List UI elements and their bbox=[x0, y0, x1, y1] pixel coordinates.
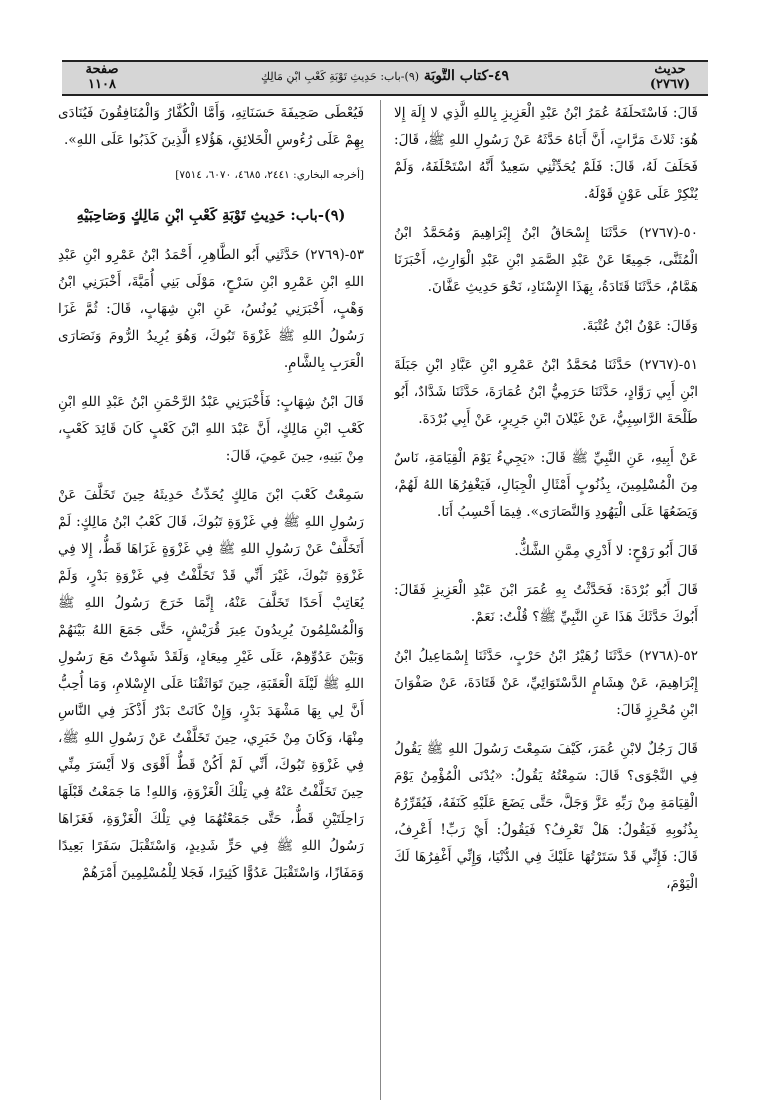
paragraph: قَالَ أَبُو بُرْدَةَ: فَحَدَّثْتُ بِهِ عُمَرَ ابْنَ عَبْدِ الْعَزِيزِ فَقَالَ: أَبُوكَ حَدَّثَكَ هَذَا عَنِ النَّبِيِّ ﷺ؟ قُلْتُ: نَعَمْ. bbox=[394, 582, 698, 625]
hadith-number-box bbox=[640, 62, 700, 92]
running-title bbox=[142, 68, 628, 84]
page-header bbox=[62, 60, 708, 96]
right-column bbox=[394, 100, 698, 1100]
paragraph: عَنْ أَبِيهِ، عَنِ النَّبِيِّ ﷺ قَالَ: «يَجِيءُ يَوْمَ الْقِيَامَةِ، نَاسٌ مِنَ الْمُسْلِمِينَ، بِذُنُوبٍ أَمْثَالِ الْجِبَالِ، فَيَغْفِرُهَا اللهُ لَهُمْ، وَيَضَعُهَا عَلَى الْيَهُودِ وَالنَّصَارَى». فِيمَا أَحْسِبُ أَنَا. bbox=[394, 450, 698, 520]
book-title: ٤٩-كتاب التَّوبَة bbox=[423, 68, 509, 84]
left-column bbox=[58, 100, 364, 1100]
paragraph: سَمِعْتُ كَعْبَ ابْنَ مَالِكٍ يُحَدِّثُ حَدِيثَهُ حِينَ تَخَلَّفَ عَنْ رَسُولِ اللهِ ﷺ فِي غَزْوَةِ تَبُوكَ، قَالَ كَعْبُ ابْنُ مَالِكٍ: لَمْ أَتَخَلَّفْ عَنْ رَسُولِ اللهِ ﷺ فِي غَزْوَةٍ غَزَاهَا قَطُّ، إِلا فِي غَزْوَةِ تَبُوكَ، غَيْرَ أَنِّي قَدْ تَخَلَّفْتُ فِي غَزْوَةِ بَدْرٍ، وَلَمْ يُعَاتِبْ أَحَدًا تَخَلَّفَ عَنْهُ، إِنَّمَا خَرَجَ رَسُولُ اللهِ ﷺ وَالْمُسْلِمُونَ يُرِيدُونَ عِيرَ قُرَيْشٍ، حَتَّى جَمَعَ اللهُ بَيْنَهُمْ وَبَيْنَ عَدُوِّهِمْ، عَلَى غَيْرِ مِيعَادٍ، وَلَقَدْ شَهِدْتُ مَعَ رَسُولِ اللهِ ﷺ لَيْلَةَ الْعَقَبَةِ، حِينَ تَوَاثَقْنَا عَلَى الإِسْلامِ، وَمَا أُحِبُّ أَنَّ لِي بِهَا مَشْهَدَ بَدْرٍ، وَإِنْ كَانَتْ بَدْرٌ أَذْكَرَ فِي النَّاسِ مِنْهَا، وَكَانَ مِنْ خَبَرِي، حِينَ تَخَلَّفْتُ عَنْ رَسُولِ اللهِ ﷺ، فِي غَزْوَةِ تَبُوكَ، أَنِّي لَمْ أَكُنْ قَطُّ أَقْوَى وَلا أَيْسَرَ مِنِّي حِينَ تَخَلَّفْتُ عَنْهُ فِي تِلْكَ الْغَزْوَةِ، وَاللهِ! مَا جَمَعْتُ قَبْلَهَا رَاحِلَتَيْنِ قَطُّ، حَتَّى جَمَعْتُهُمَا فِي تِلْكَ الْغَزْوَةِ، فَغَزَاهَا رَسُولُ اللهِ ﷺ فِي حَرٍّ شَدِيدٍ، وَاسْتَقْبَلَ سَفَرًا بَعِيدًا وَمَفَازًا، وَاسْتَقْبَلَ عَدُوًّا كَثِيرًا، فَجَلا لِلْمُسْلِمِينَ أَمْرَهُمْ bbox=[58, 487, 364, 881]
hadith-52: ٥٢-(٢٧٦٨) حَدَّثَنَا زُهَيْرُ ابْنُ حَرْبٍ، حَدَّثَنَا إِسْمَاعِيلُ ابْنُ إِبْرَاهِيمَ، عَنْ هِشَامٍ الدَّسْتَوَائِيِّ، عَنْ قَتَادَةَ، عَنْ صَفْوَانَ ابْنِ مُحْرِزٍ قَالَ: bbox=[394, 648, 698, 718]
column-divider bbox=[380, 100, 381, 1100]
page-label: صفحة bbox=[85, 62, 119, 77]
hadith-50: ٥٠-(٢٧٦٧) حَدَّثَنَا إِسْحَاقُ ابْنُ إِبْرَاهِيمَ وَمُحَمَّدُ ابْنُ الْمُثَنَّى، جَمِيعًا عَنْ عَبْدِ الصَّمَدِ ابْنِ عَبْدِ الْوَارِثِ، أَخْبَرَنَا هَمَّامٌ، حَدَّثَنَا قَتَادَةُ، بِهَذَا الإِسْنَادِ، نَحْوَ حَدِيثِ عَفَّانَ. bbox=[394, 225, 698, 295]
hadith-number: (٢٧٦٧) bbox=[649, 77, 691, 92]
paragraph: وَقَالَ: عَوْنُ ابْنُ عُتْبَةَ. bbox=[582, 318, 698, 334]
hadith-label: حديث bbox=[654, 62, 686, 77]
hadith-53: ٥٣-(٢٧٦٩) حَدَّثَنِي أَبُو الطَّاهِرِ، أَحْمَدُ ابْنُ عَمْرِو ابْنِ عَبْدِ اللهِ ابْنِ عَمْرِو ابْنِ سَرْحٍ، مَوْلَى بَنِي أُمَيَّةَ، أَخْبَرَنِي ابْنُ وَهْبٍ، أَخْبَرَنِي يُونُسُ، عَنِ ابْنِ شِهَابٍ، قَالَ: ثُمَّ غَزَا رَسُولُ اللهِ ﷺ غَزْوَةَ تَبُوكَ، وَهُوَ يُرِيدُ الرُّومَ وَنَصَارَى الْعَرَبِ بِالشَّامِ. bbox=[58, 247, 364, 371]
chapter-subtitle: (٩)-باب: حَدِيثِ تَوْبَةِ كَعْبِ ابْنِ مَالِكٍ bbox=[261, 70, 420, 83]
paragraph: قَالَ أَبُو رَوْحٍ: لا أَدْرِي مِمَّنِ الشَّكُّ. bbox=[514, 543, 698, 559]
page-number-box bbox=[70, 62, 134, 92]
bukhari-reference: [أخرجه البخاري: ٢٤٤١، ٤٦٨٥، ٦٠٧٠، ٧٥١٤] bbox=[175, 169, 364, 181]
paragraph: قَالَ: فَاسْتَحلَفَهُ عُمَرُ ابْنُ عَبْدِ الْعَزِيزِ بِاللهِ الَّذِي لا إِلَهَ إِلا هُوَ: ثَلاثَ مَرَّاتٍ، أَنَّ أَبَاهُ حَدَّثَهُ عَنْ رَسُولِ اللهِ ﷺ، قَالَ: فَحَلَفَ لَهُ، قَالَ: فَلَمْ يُحَدِّثْنِي سَعِيدٌ أَنَّهُ اسْتَحْلَفَهُ، وَلَمْ يُنْكِرْ عَلَى عَوْنٍ قَوْلَهُ. bbox=[394, 105, 698, 202]
chapter-heading: (٩)-باب: حَدِيثِ تَوْبَةِ كَعْبِ ابْنِ مَالِكٍ وَصَاحِبَيْهِ bbox=[76, 207, 346, 224]
paragraph: قَالَ ابْنُ شِهَابٍ: فَأَخْبَرَنِي عَبْدُ الرَّحْمَنِ ابْنُ عَبْدِ اللهِ ابْنِ كَعْبِ ابْنِ مَالِكٍ، أَنَّ عَبْدَ اللهِ ابْنَ كَعْبٍ كَانَ قَائِدَ كَعْبٍ، مِنْ بَنِيهِ، حِينَ عَمِيَ، قَالَ: bbox=[58, 394, 364, 464]
hadith-51: ٥١-(٢٧٦٧) حَدَّثَنَا مُحَمَّدُ ابْنُ عَمْرِو ابْنِ عَبَّادِ ابْنِ جَبَلَةَ ابْنِ أَبِي رَوَّادٍ، حَدَّثَنَا حَرَمِيُّ ابْنُ عُمَارَةَ، حَدَّثَنَا شَدَّادٌ، أَبُو طَلْحَةَ الرَّاسِبِيُّ، عَنْ غَيْلانَ ابْنِ جَرِيرٍ، عَنْ أَبِي بُرْدَةَ. bbox=[394, 357, 698, 427]
paragraph: قَالَ رَجُلٌ لابْنِ عُمَرَ، كَيْفَ سَمِعْتَ رَسُولَ اللهِ ﷺ يَقُولُ فِي النَّجْوَى؟ قَالَ: سَمِعْتُهُ يَقُولُ: «يُدْنَى الْمُؤْمِنُ يَوْمَ الْقِيَامَةِ مِنْ رَبِّهِ عَزَّ وَجَلَّ، حَتَّى يَضَعَ عَلَيْهِ كَنَفَهُ، فَيُقَرِّرُهُ بِذُنُوبِهِ فَيَقُولُ: هَلْ تَعْرِفُ؟ فَيَقُولُ: أَيْ رَبِّ! أَعْرِفُ، قَالَ: فَإِنِّي قَدْ سَتَرْتُهَا عَلَيْكَ فِي الدُّنْيَا، وَإِنِّي أَغْفِرُهَا لَكَ الْيَوْمَ، bbox=[394, 741, 698, 892]
continuation-text: فَيُعْطَى صَحِيفَةَ حَسَنَاتِهِ، وَأَمَّا الْكُفَّارُ وَالْمُنَافِقُونَ فَيُنَادَى بِهِمْ عَلَى رُءُوسِ الْخَلائِقِ، هَؤُلاءِ الَّذِينَ كَذَبُوا عَلَى اللهِ». bbox=[58, 105, 364, 148]
page-number: ١١٠٨ bbox=[88, 77, 116, 92]
